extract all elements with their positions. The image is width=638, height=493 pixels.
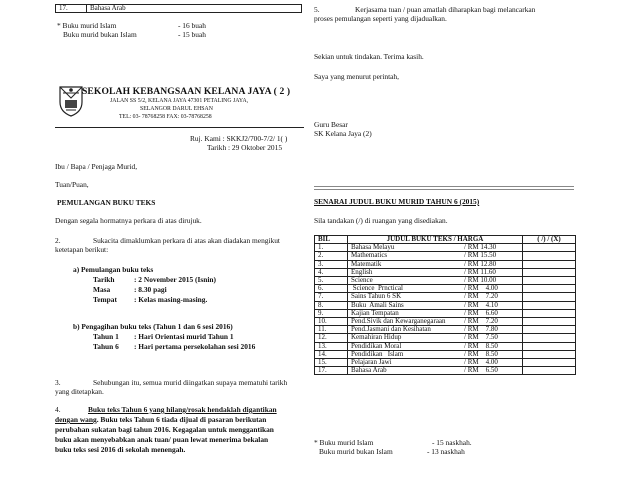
book-price: / RM 4.00 xyxy=(464,284,498,293)
school-phone-fax: TEL: 03- 78768258 FAX: 03-78768258 xyxy=(119,114,212,120)
mark-cell[interactable] xyxy=(523,367,576,375)
para5-line2: proses pemulangan seperti yang dijadualkan. xyxy=(314,14,447,23)
mark-cell[interactable] xyxy=(523,252,576,260)
para3-line2: yang ditetapkan. xyxy=(55,387,104,396)
para2-line1: Sukacita dimaklumkan perkara di atas akan diadakan mengikut xyxy=(93,236,280,245)
book-number: 17. xyxy=(56,5,87,13)
book-price: / RM 7.50 xyxy=(464,333,498,342)
mark-cell[interactable] xyxy=(523,309,576,317)
book-title: Sains Tahun 6 SK xyxy=(351,292,402,301)
book-price: / RM 7.20 xyxy=(464,292,498,301)
book-number: 3. xyxy=(315,260,348,268)
book-title: Pelajaran Jawi xyxy=(351,358,392,367)
mark-cell[interactable] xyxy=(523,318,576,326)
book-list-instruction: Sila tandakan (/) di ruangan yang disediakan. xyxy=(314,216,448,225)
letter-date: Tarikh : 29 Oktober 2015 xyxy=(207,143,283,152)
para4-underlined-phrase: dengan wang xyxy=(55,415,97,424)
book-number: 4. xyxy=(315,268,348,276)
para4-line2-rest: . Buku teks Tahun 6 tiada dijual di pasaran berikutan xyxy=(96,415,267,424)
mark-cell[interactable] xyxy=(523,268,576,276)
book-number: 8. xyxy=(315,301,348,309)
book-number: 11. xyxy=(315,326,348,334)
book-title: Bahasa Melayu xyxy=(351,243,395,252)
cut-line-divider xyxy=(314,186,574,190)
book-price: / RM 7.20 xyxy=(464,317,498,326)
non-muslim-book-count-value: - 13 naskhah xyxy=(427,447,465,456)
book-price: / RM 8.50 xyxy=(464,341,498,350)
book-number: 7. xyxy=(315,293,348,301)
school-crest-logo xyxy=(57,84,85,118)
mark-cell[interactable] xyxy=(523,285,576,293)
book-price: / RM 12.80 xyxy=(464,259,497,268)
book-title: Kemahiran Hidup xyxy=(351,333,402,342)
book-title: Matematik xyxy=(351,259,382,268)
book-number: 10. xyxy=(315,318,348,326)
item-b-key-1: Tahun 1 xyxy=(93,332,119,341)
book-list-title: SENARAI JUDUL BUKU MURID TAHUN 6 (2015) xyxy=(314,197,480,206)
book-number: 12. xyxy=(315,334,348,342)
muslim-count-label: * Buku murid Islam xyxy=(57,21,117,30)
para5-line1: Kerjasama tuan / puan amatlah diharapkan bagi melancarkan xyxy=(355,5,536,14)
book-number: 17. xyxy=(315,367,348,375)
school-name: SEKOLAH KEBANGSAAN KELANA JAYA ( 2 ) xyxy=(82,86,291,97)
item-b-value-2: : Hari pertama persekolahan sesi 2016 xyxy=(134,342,256,351)
closing-yours: Saya yang menurut perintah, xyxy=(314,72,399,81)
non-muslim-count-value: - 15 buah xyxy=(178,30,206,39)
book-title: Pend.Jasmani dan Kesihatan xyxy=(351,325,431,334)
book-number: 6. xyxy=(315,285,348,293)
book-number: 1. xyxy=(315,244,348,252)
mark-cell[interactable] xyxy=(523,326,576,334)
book-title: Pendidikan Islam xyxy=(351,349,404,358)
school-address-2: SELANGOR DARUL EHSAN xyxy=(140,106,213,112)
mark-cell[interactable] xyxy=(523,350,576,358)
para4-line2 xyxy=(55,415,266,424)
col-title-price: JUDUL BUKU TEKS / HARGA xyxy=(348,236,523,244)
book-title: Kajian Tempatan xyxy=(351,308,399,317)
mark-cell[interactable] xyxy=(523,342,576,350)
para4-number: 4. xyxy=(55,405,61,414)
mark-cell[interactable] xyxy=(523,260,576,268)
book-price: / RM 7.80 xyxy=(464,325,498,334)
recipient: Ibu / Bapa / Penjaga Murid, xyxy=(55,162,138,171)
top-book-table xyxy=(55,4,302,13)
book-title: Bahasa Arab xyxy=(351,366,387,375)
salutation: Tuan/Puan, xyxy=(55,180,89,189)
para3-number: 3. xyxy=(55,378,61,387)
mark-cell[interactable] xyxy=(523,301,576,309)
book-number: 5. xyxy=(315,277,348,285)
item-b-value-1: : Hari Orientasi murid Tahun 1 xyxy=(134,332,234,341)
book-price: / RM 11.60 xyxy=(464,267,496,276)
item-a-value-2: : 8.30 pagi xyxy=(134,285,167,294)
mark-cell[interactable] xyxy=(523,359,576,367)
closing-thanks: Sekian untuk tindakan. Terima kasih. xyxy=(314,52,424,61)
para3-line1: Sehubungan itu, semua murid diingatkan supaya mematuhi tarikh xyxy=(93,378,288,387)
mark-cell[interactable] xyxy=(523,334,576,342)
book-title: Science Prnctical xyxy=(351,284,403,293)
para4-line4: buku akan menyebabkan anak tuan/ puan lewat menerima bekalan xyxy=(55,435,269,444)
book-price: / RM 10.00 xyxy=(464,276,497,285)
book-price: / RM 4.10 xyxy=(464,300,498,309)
book-price: / RM 8.50 xyxy=(464,349,498,358)
muslim-book-count-value: - 15 naskhah. xyxy=(432,438,472,447)
book-title: Bahasa Arab xyxy=(87,5,302,13)
book-title: Science xyxy=(351,276,373,285)
school-address-1: JALAN SS 5/2, KELANA JAYA 47301 PETALING JAYA, xyxy=(110,98,249,104)
mark-cell[interactable] xyxy=(523,277,576,285)
col-bil: BIL xyxy=(315,236,348,244)
book-title: Pendidikan Moral xyxy=(351,341,402,350)
book-title: English xyxy=(351,267,373,276)
book-title: Buku Amali Sains xyxy=(351,300,404,309)
mark-cell[interactable] xyxy=(523,244,576,252)
book-number: 14. xyxy=(315,350,348,358)
book-price: / RM 6.60 xyxy=(464,308,498,317)
book-number: 2. xyxy=(315,252,348,260)
book-price: / RM 4.00 xyxy=(464,358,498,367)
para4-line3: perubahan sukatan bagi tahun 2016. Kegagalan untuk menggantikan xyxy=(55,425,274,434)
intro-paragraph: Dengan segala hormatnya perkara di atas dirujuk. xyxy=(55,216,202,225)
non-muslim-count-label: Buku murid bukan Islam xyxy=(63,30,137,39)
item-b-key-2: Tahun 6 xyxy=(93,342,119,351)
book-price: / RM 15.50 xyxy=(464,251,497,260)
para4-line1: Buku teks Tahun 6 yang hilang/rosak hendaklah digantikan xyxy=(88,405,277,414)
book-price: / RM 6.50 xyxy=(464,366,498,375)
signatory-school: SK Kelana Jaya (2) xyxy=(314,129,372,138)
item-a-key-1: Tarikh xyxy=(93,275,115,284)
item-a-value-1: : 2 November 2015 (Isnin) xyxy=(134,275,216,284)
book-list-table xyxy=(314,235,576,375)
signatory-title: Guru Besar xyxy=(314,120,348,129)
item-a-key-2: Masa xyxy=(93,285,111,294)
reference-number: Ruj. Kami : SKKJ2/700-7/2/ 1( ) xyxy=(190,134,288,143)
book-number: 13. xyxy=(315,342,348,350)
book-title-price xyxy=(348,260,523,268)
para2-line2: ketetapan berikut: xyxy=(55,245,109,254)
muslim-count-value: - 16 buah xyxy=(178,21,206,30)
item-a-key-3: Tempat xyxy=(93,295,117,304)
para5-number: 5. xyxy=(314,5,320,14)
item-a-value-3: : Kelas masing-masing. xyxy=(134,295,208,304)
col-mark: ( /) / (X) xyxy=(523,236,576,244)
non-muslim-book-count-label: Buku murid bukan Islam xyxy=(319,447,393,456)
table-row xyxy=(56,5,302,13)
book-number: 9. xyxy=(315,309,348,317)
book-number: 15. xyxy=(315,359,348,367)
para4-line5: buku teks sesi 2016 di sekolah menengah. xyxy=(55,445,186,454)
letter-subject: PEMULANGAN BUKU TEKS xyxy=(57,198,156,207)
letterhead-divider xyxy=(55,127,304,128)
muslim-book-count-label: * Buku murid Islam xyxy=(314,438,374,447)
table-row xyxy=(315,367,576,375)
mark-cell[interactable] xyxy=(523,293,576,301)
para2-number: 2. xyxy=(55,236,61,245)
item-b-heading: b) Pengagihan buku teks (Tahun 1 dan 6 sesi 2016) xyxy=(73,322,233,331)
book-title-price xyxy=(348,268,523,276)
book-title: Pend.Sivik dan Kewarganegaraan xyxy=(351,317,446,326)
book-title-price xyxy=(348,367,523,375)
item-a-heading: a) Pemulangan buku teks xyxy=(73,265,154,274)
book-title: Mathematics xyxy=(351,251,388,260)
book-price: / RM 14.30 xyxy=(464,243,497,252)
